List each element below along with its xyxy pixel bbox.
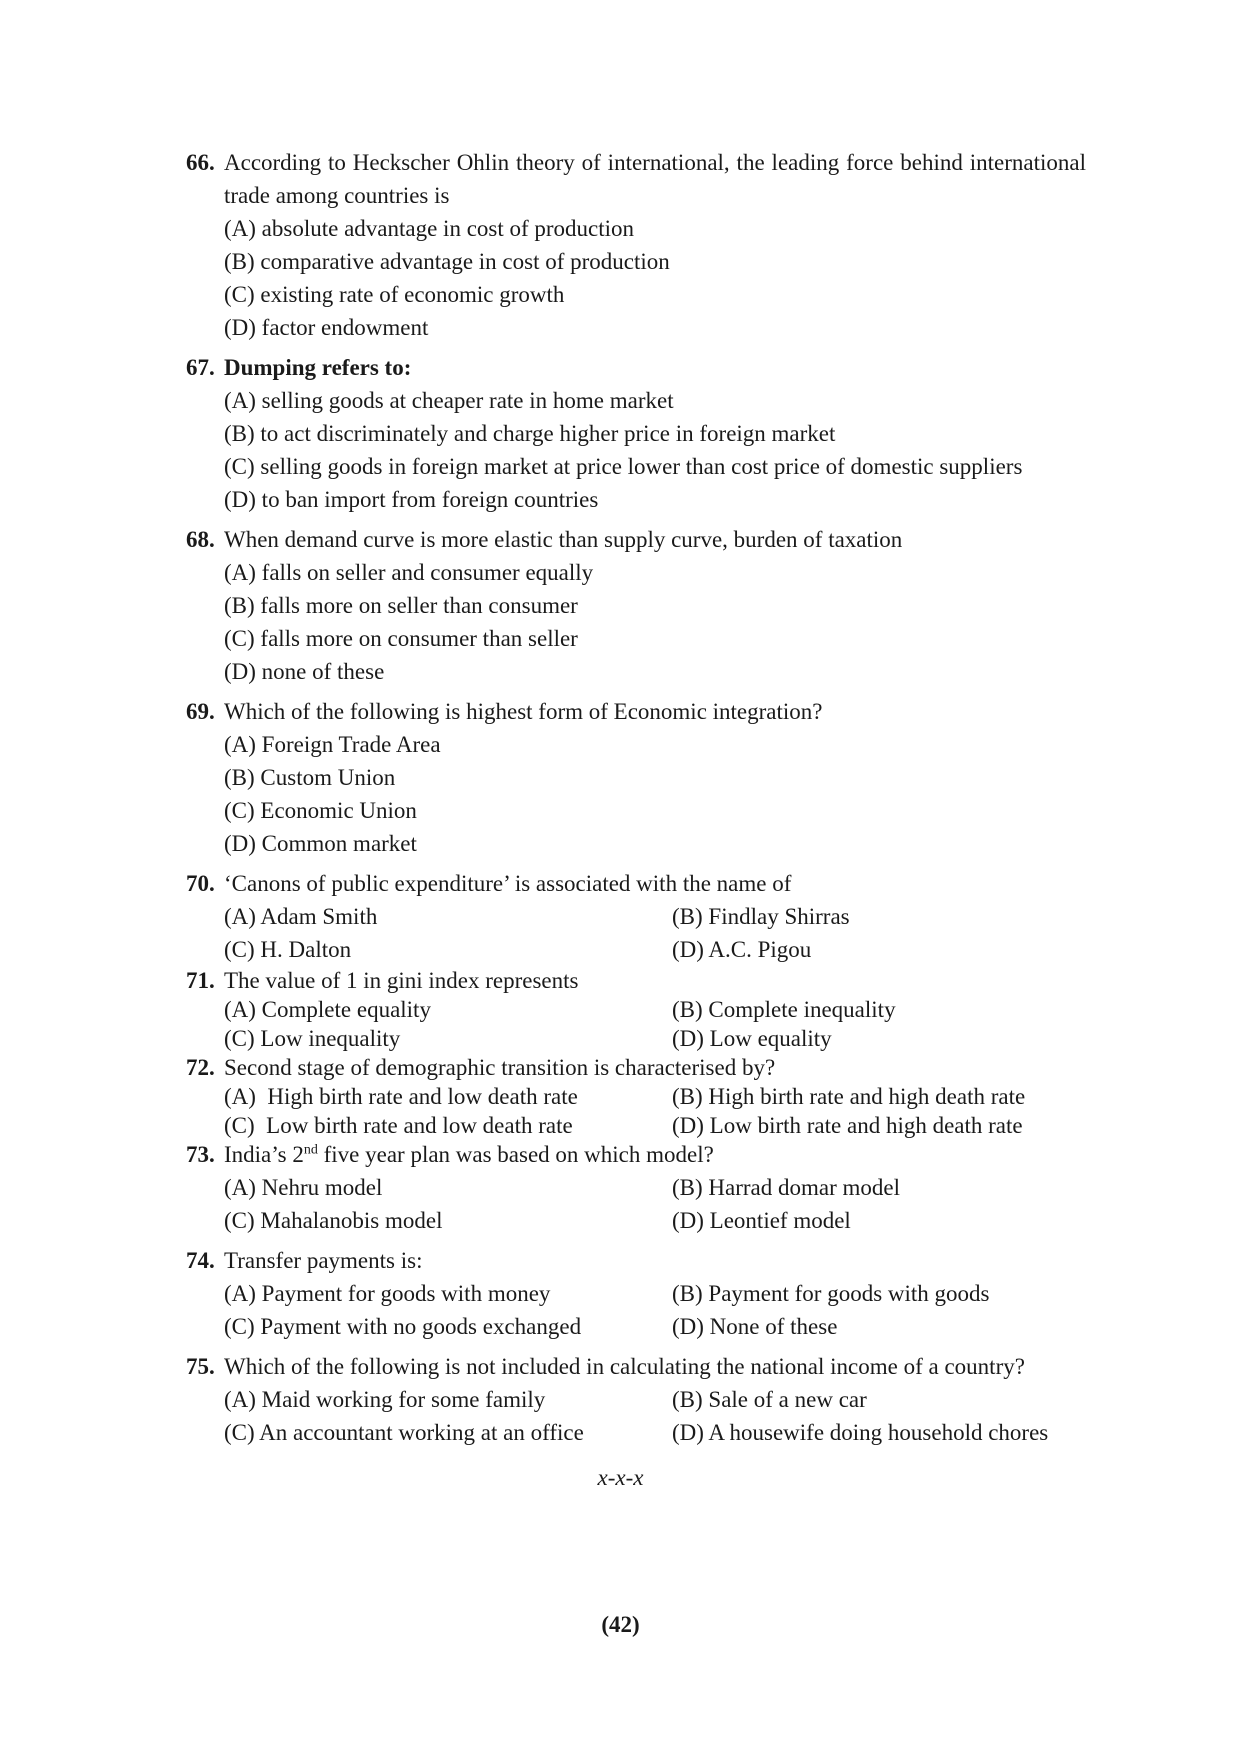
option-b: (B) to act discriminately and charge higher price in foreign market (224, 421, 836, 446)
question-74 (186, 1244, 1086, 1343)
option-c: (C) existing rate of economic growth (224, 282, 565, 307)
question-text: According to Heckscher Ohlin theory of international, the leading force behind international trade among countries is (224, 150, 1086, 208)
option-a: (A) Payment for goods with money (224, 1281, 551, 1306)
option-grid (186, 900, 1086, 966)
option-a: (A) Foreign Trade Area (224, 732, 441, 757)
question-number: 70. (186, 871, 215, 896)
question-list (186, 146, 1086, 1449)
option-c: (C) falls more on consumer than seller (224, 626, 578, 651)
question-71 (186, 966, 1086, 1053)
option-a: (A) Nehru model (224, 1175, 383, 1200)
question-67 (186, 351, 1086, 516)
option-d: (D) Common market (224, 831, 417, 856)
option-d: (D) A housewife doing household chores (672, 1420, 1049, 1445)
option-d: (D) None of these (672, 1314, 838, 1339)
option-a: (A) Adam Smith (224, 904, 378, 929)
option-b: (B) Payment for goods with goods (672, 1281, 990, 1306)
option-c: (C) Mahalanobis model (224, 1208, 443, 1233)
option-d: (D) factor endowment (224, 315, 429, 340)
option-d: (D) Low equality (672, 1026, 832, 1051)
option-c: (C) Low birth rate and low death rate (224, 1113, 573, 1138)
question-66 (186, 146, 1086, 344)
option-b: (B) comparative advantage in cost of production (224, 249, 670, 274)
option-grid (186, 1082, 1086, 1140)
question-text: Dumping refers to: (224, 355, 412, 380)
option-b: (B) Complete inequality (672, 997, 896, 1022)
option-c: (C) H. Dalton (224, 937, 352, 962)
option-b: (B) Findlay Shirras (672, 904, 850, 929)
question-number: 74. (186, 1248, 215, 1273)
question-text: India’s 2nd five year plan was based on which model? (224, 1142, 714, 1167)
option-a: (A) absolute advantage in cost of production (224, 216, 635, 241)
option-b: (B) falls more on seller than consumer (224, 593, 578, 618)
option-b: (B) Custom Union (224, 765, 396, 790)
option-grid (186, 1383, 1086, 1449)
option-d: (D) Low birth rate and high death rate (672, 1113, 1023, 1138)
option-a: (A) selling goods at cheaper rate in home market (224, 388, 674, 413)
option-d: (D) none of these (224, 659, 385, 684)
option-b: (B) High birth rate and high death rate (672, 1084, 1026, 1109)
question-68 (186, 523, 1086, 688)
question-70 (186, 867, 1086, 966)
end-mark: x-x-x (597, 1465, 644, 1490)
question-number: 73. (186, 1142, 215, 1167)
question-73 (186, 1140, 1086, 1169)
option-c: (C) selling goods in foreign market at price lower than cost price of domestic suppliers (224, 454, 1023, 479)
option-c: (C) Payment with no goods exchanged (224, 1314, 582, 1339)
question-number: 68. (186, 527, 215, 552)
question-text: Second stage of demographic transition is characterised by? (224, 1055, 776, 1080)
option-a: (A) falls on seller and consumer equally (224, 560, 594, 585)
question-number: 71. (186, 968, 215, 993)
option-b: (B) Harrad domar model (672, 1175, 901, 1200)
question-number: 75. (186, 1354, 215, 1379)
question-number: 69. (186, 699, 215, 724)
question-72 (186, 1053, 1086, 1140)
question-text: ‘Canons of public expenditure’ is associated with the name of (224, 871, 792, 896)
option-a: (A) High birth rate and low death rate (224, 1084, 578, 1109)
option-c: (C) An accountant working at an office (224, 1420, 584, 1445)
option-b: (B) Sale of a new car (672, 1387, 867, 1412)
option-grid (186, 1277, 1086, 1343)
question-number: 67. (186, 355, 215, 380)
option-a: (A) Complete equality (224, 997, 431, 1022)
option-grid (186, 1171, 1086, 1237)
question-text: When demand curve is more elastic than supply curve, burden of taxation (224, 527, 903, 552)
option-c: (C) Economic Union (224, 798, 417, 823)
question-number: 66. (186, 150, 215, 175)
question-69 (186, 695, 1086, 860)
question-text: The value of 1 in gini index represents (224, 968, 579, 993)
question-text: Transfer payments is: (224, 1248, 423, 1273)
question-75 (186, 1350, 1086, 1449)
option-d: (D) A.C. Pigou (672, 937, 812, 962)
question-text: Which of the following is not included in calculating the national income of a country? (224, 1354, 1025, 1379)
question-text: Which of the following is highest form of Economic integration? (224, 699, 823, 724)
option-d: (D) Leontief model (672, 1208, 851, 1233)
option-a: (A) Maid working for some family (224, 1387, 546, 1412)
option-c: (C) Low inequality (224, 1026, 401, 1051)
question-number: 72. (186, 1055, 215, 1080)
option-grid (186, 995, 1086, 1053)
page-number: (42) (601, 1612, 640, 1637)
option-d: (D) to ban import from foreign countries (224, 487, 599, 512)
